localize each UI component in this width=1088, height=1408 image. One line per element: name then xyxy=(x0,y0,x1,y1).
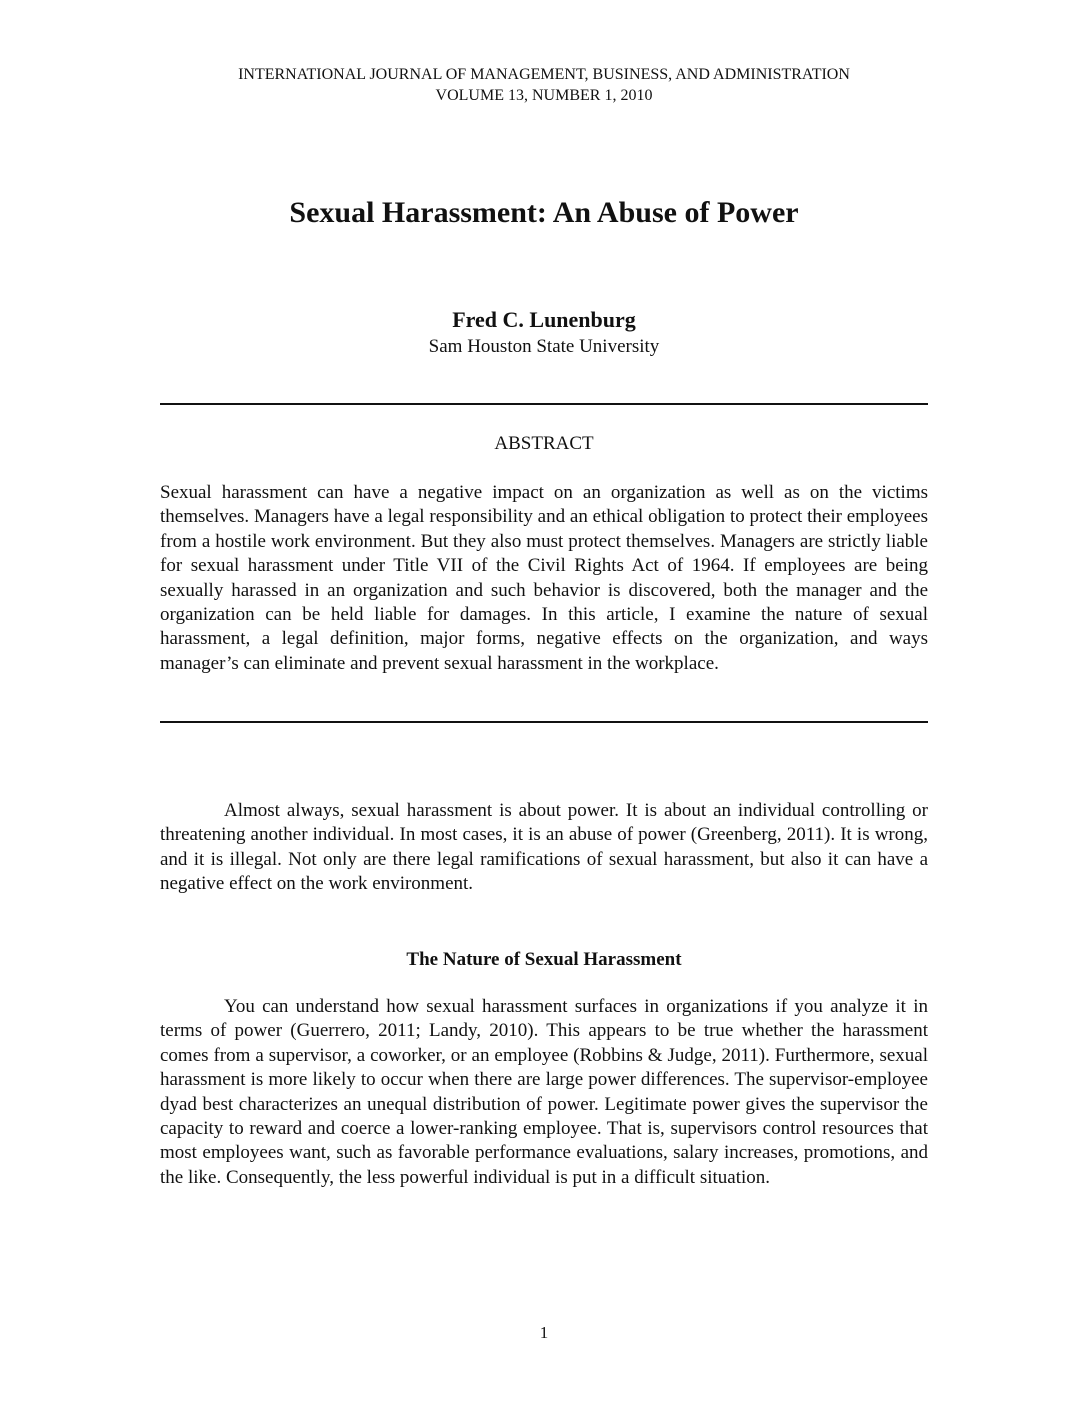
page-number: 1 xyxy=(539,1323,549,1342)
section-heading: The Nature of Sexual Harassment xyxy=(406,949,682,970)
intro-paragraph: Almost always, sexual harassment is about power. It is about an individual controlling or threatening another individual. In most cases, it is an abuse of power (Greenberg, 2011). It is wrong, and it is illegal. Not only are there legal ramifications of sexual harassment, but also it can have a negative effect on the work environment. xyxy=(160,800,928,895)
abstract-bottom-rule xyxy=(160,721,928,723)
abstract-heading: ABSTRACT xyxy=(494,433,594,454)
author-name: Fred C. Lunenburg xyxy=(452,307,636,332)
abstract-top-rule xyxy=(160,403,928,405)
journal-name: INTERNATIONAL JOURNAL OF MANAGEMENT, BUSINESS, AND ADMINISTRATION xyxy=(238,66,850,83)
abstract-text: Sexual harassment can have a negative impact on an organization as well as on the victims themselves. Managers have a legal responsibility and an ethical obligation to protect their employees from a hostile work environment. But they also must protect themselves. Managers are strictly liable for sexual harassment under Title VII of the Civil Rights Act of 1964. If employees are being sexually harassed in an organization and such behavior is discovered, both the manager and the organization can be held liable for damages. In this article, I examine the nature of sexual harassment, a legal definition, major forms, negative effects on the organization, and ways manager’s can eliminate and prevent sexual harassment in the workplace. xyxy=(160,482,928,674)
volume-info: VOLUME 13, NUMBER 1, 2010 xyxy=(435,87,653,104)
journal-header xyxy=(160,64,928,106)
article-title: Sexual Harassment: An Abuse of Power xyxy=(289,196,799,229)
author-affiliation: Sam Houston State University xyxy=(428,336,660,357)
section-paragraph: You can understand how sexual harassment surfaces in organizations if you analyze it in terms of power (Guerrero, 2011; Landy, 2010). This appears to be true whether the harassment comes from a supervisor, a coworker, or an employee (Robbins & Judge, 2011). Furthermore, sexual harassment is more likely to occur when there are large power differences. The supervisor-employee dyad best characterizes an unequal distribution of power. Legitimate power gives the supervisor the capacity to reward and coerce a lower-ranking employee. That is, supervisors control resources that most employees want, such as favorable performance evaluations, salary increases, promotions, and the like. Consequently, the less powerful individual is put in a difficult situation. xyxy=(160,996,928,1188)
